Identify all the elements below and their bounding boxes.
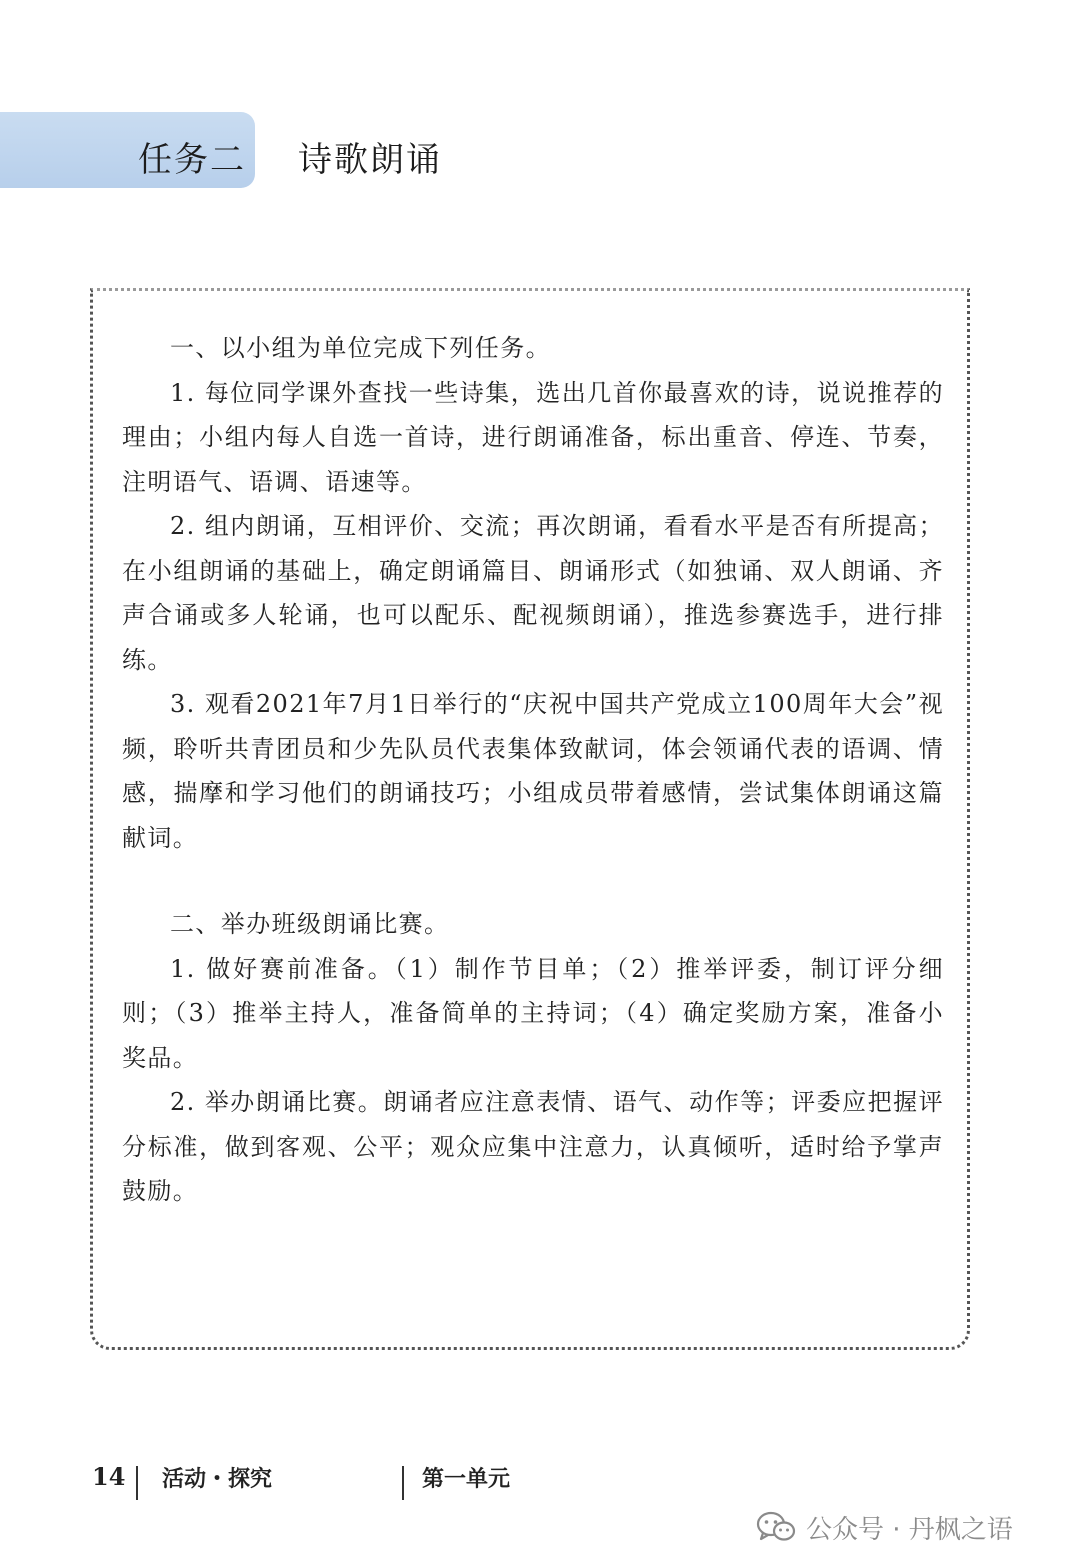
watermark bbox=[756, 1505, 1013, 1549]
section-2 bbox=[122, 902, 944, 1214]
wechat-icon bbox=[756, 1511, 796, 1543]
watermark-text: 公众号 · 丹枫之语 bbox=[806, 1514, 1013, 1545]
footer-section-label: 活动・探究 bbox=[162, 1467, 273, 1492]
section-1-item-2: 2. 组内朗诵，互相评价、交流；再次朗诵，看看水平是否有所提高；在小组朗诵的基础上，确定朗诵篇目、朗诵形式（如独诵、双人朗诵、齐声合诵或多人轮诵，也可以配乐、配视频朗诵），推选参赛选手，进行排练。 bbox=[122, 512, 944, 674]
section-1-item-1: 1. 每位同学课外查找一些诗集，选出几首你最喜欢的诗，说说推荐的理由；小组内每人自选一首诗，进行朗诵准备，标出重音、停连、节奏，注明语气、语调、语速等。 bbox=[122, 378, 944, 496]
section-1 bbox=[122, 326, 944, 860]
page-number: 14 bbox=[92, 1462, 126, 1491]
section-2-item-1: 1. 做好赛前准备。（1）制作节目单；（2）推举评委，制订评分细则；（3）推举主持人，准备简单的主持词；（4）确定奖励方案，准备小奖品。 bbox=[122, 954, 944, 1072]
footer-divider bbox=[402, 1466, 404, 1500]
footer-divider bbox=[136, 1466, 138, 1500]
section-1-item-3: 3. 观看2021年7月1日举行的“庆祝中国共产党成立100周年大会”视频，聆听共青团员和少先队员代表集体致献词，体会领诵代表的语调、情感，揣摩和学习他们的朗诵技巧；小组成员带着感情，尝试集体朗诵这篇献词。 bbox=[122, 690, 944, 852]
section-2-item-2: 2. 举办朗诵比赛。朗诵者应注意表情、语气、动作等；评委应把握评分标准，做到客观、公平；观众应集中注意力，认真倾听，适时给予掌声鼓励。 bbox=[122, 1088, 944, 1205]
page-title: 诗歌朗诵 bbox=[298, 140, 442, 180]
section-2-heading: 二、举办班级朗诵比赛。 bbox=[170, 910, 450, 938]
footer-unit-label: 第一单元 bbox=[422, 1467, 511, 1492]
section-1-heading: 一、以小组为单位完成下列任务。 bbox=[170, 334, 551, 362]
task-label: 任务二 bbox=[138, 140, 246, 180]
